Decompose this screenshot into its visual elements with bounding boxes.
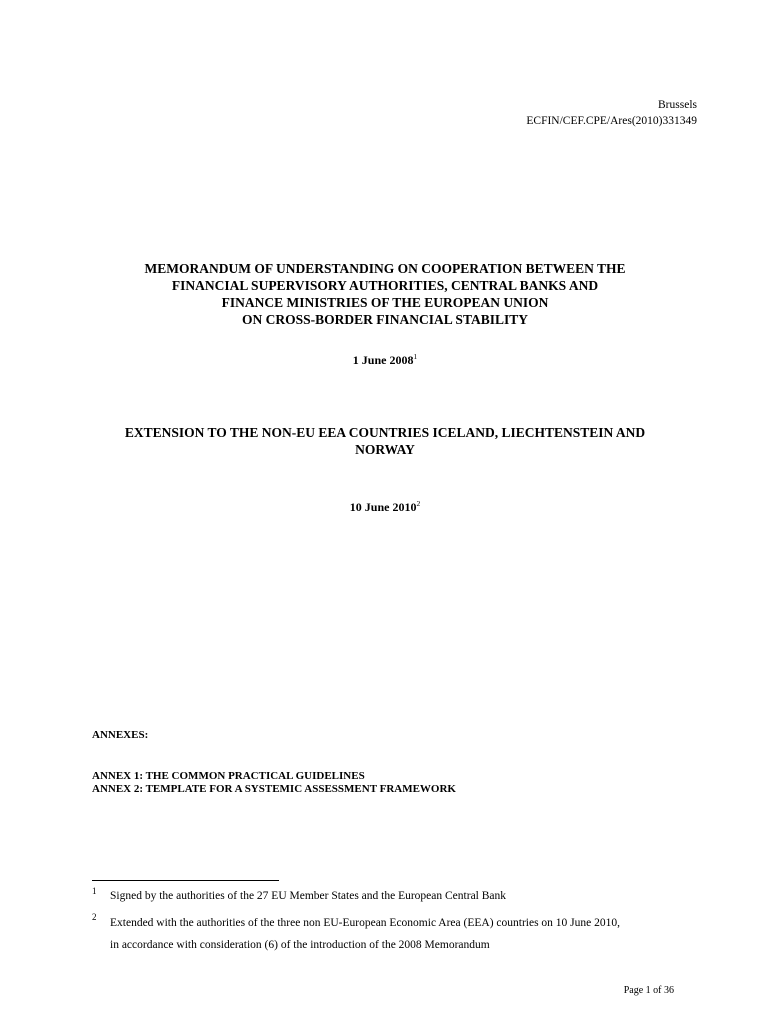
- annex-item-2: ANNEX 2: TEMPLATE FOR A SYSTEMIC ASSESSMENT FRAMEWORK: [92, 783, 456, 795]
- footnote-text-2-line-1: Extended with the authorities of the three non EU-European Economic Area (EEA) countries on 10 June 2010,: [110, 917, 621, 929]
- title-line-3: FINANCE MINISTRIES OF THE EUROPEAN UNION: [221, 295, 549, 310]
- title-line-1: MEMORANDUM OF UNDERSTANDING ON COOPERATION BETWEEN THE: [144, 261, 626, 276]
- extension-line-2: NORWAY: [355, 442, 415, 457]
- annex-list: [92, 770, 456, 796]
- footnote-text-2-line-2: in accordance with consideration (6) of the introduction of the 2008 Memorandum: [110, 939, 490, 951]
- document-title: [60, 260, 710, 328]
- extension-date-text: 10 June 2010: [349, 500, 417, 514]
- footnote-separator: [92, 880, 279, 881]
- footnote-text-2: [110, 915, 620, 953]
- footnote-text-1: Signed by the authorities of the 27 EU Member States and the European Central Bank: [110, 890, 507, 902]
- title-line-2: FINANCIAL SUPERVISORY AUTHORITIES, CENTRAL BANKS AND: [171, 278, 599, 293]
- title-line-4: ON CROSS-BORDER FINANCIAL STABILITY: [242, 312, 528, 327]
- page-number: Page 1 of 36: [623, 985, 674, 996]
- footnote-ref-1[interactable]: 1: [413, 352, 418, 361]
- footnote-number-2: 2: [92, 912, 97, 922]
- annex-item-1: ANNEX 1: THE COMMON PRACTICAL GUIDELINES: [92, 770, 365, 782]
- header-reference: ECFIN/CEF.CPE/Ares(2010)331349: [526, 115, 697, 127]
- memorandum-date-text: 1 June 2008: [352, 353, 414, 367]
- footnote-ref-2[interactable]: 2: [416, 499, 421, 508]
- header-block: [526, 97, 697, 129]
- memorandum-date: [60, 352, 710, 368]
- extension-heading: [60, 424, 710, 458]
- header-city: Brussels: [658, 99, 697, 111]
- extension-line-1: EXTENSION TO THE NON-EU EEA COUNTRIES ICELAND, LIECHTENSTEIN AND: [124, 425, 646, 440]
- footnote-number-1: 1: [92, 886, 97, 896]
- annexes-heading: ANNEXES:: [92, 729, 149, 741]
- extension-date: [60, 499, 710, 515]
